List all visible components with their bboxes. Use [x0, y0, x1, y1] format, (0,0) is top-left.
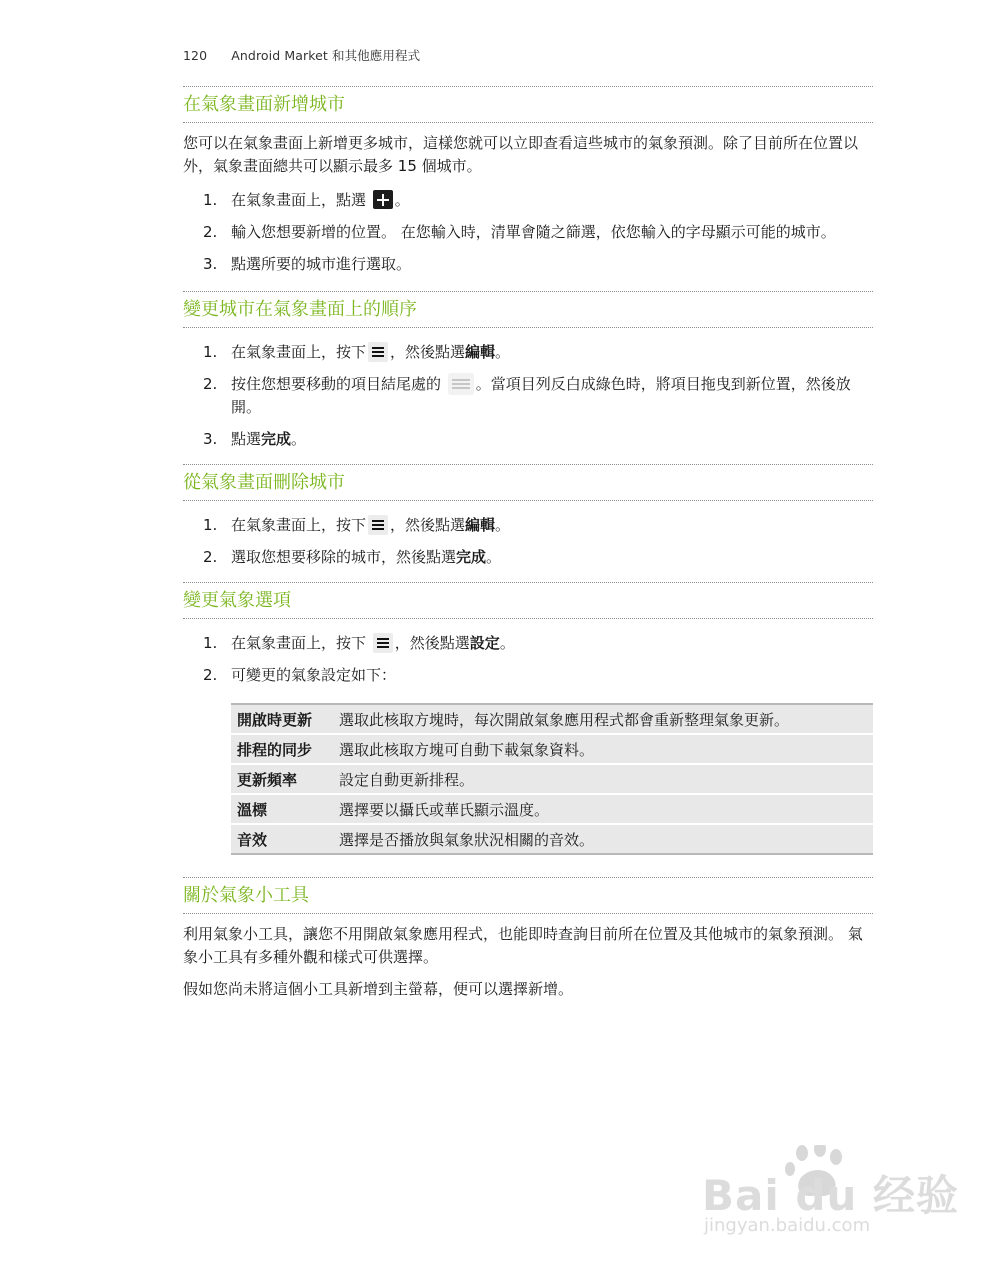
step-number: 3. [203, 430, 218, 448]
setting-description: 選取此核取方塊可自動下載氣象資料。 [333, 734, 873, 764]
step-text-end: 。 [499, 634, 515, 652]
section-add-city [183, 86, 873, 276]
section-title: 關於氣象小工具 [183, 885, 309, 906]
step-text-mid: ，然後點選 [390, 516, 466, 534]
step-text: 在氣象畫面上，按下 [231, 516, 367, 534]
table-row [231, 764, 873, 794]
step-number: 1. [203, 516, 218, 534]
step-text-end: 。 [495, 516, 511, 534]
table-row [231, 794, 873, 824]
menu-icon [373, 633, 393, 653]
step-text-mid: ，然後點選 [390, 343, 466, 361]
section-title: 從氣象畫面刪除城市 [183, 472, 345, 493]
step-text: 按住您想要移動的項目結尾處的 [231, 375, 446, 393]
steps-list [183, 514, 873, 569]
body-paragraph: 利用氣象小工具，讓您不用開啟氣象應用程式，也能即時查詢目前所在位置及其他城市的氣象預測。 氣象小工具有多種外觀和樣式可供選擇。 [183, 925, 863, 966]
setting-description: 選擇要以攝氏或華氏顯示溫度。 [333, 794, 873, 824]
steps-list [183, 341, 873, 451]
section-heading [183, 582, 873, 619]
step-text-end: 。 [486, 548, 502, 566]
chapter-title: Android Market 和其他應用程式 [231, 48, 421, 63]
step-text: 在氣象畫面上，點選 [231, 191, 371, 209]
ui-label-done: 完成 [261, 430, 292, 448]
setting-description: 選擇是否播放與氣象狀況相關的音效。 [333, 824, 873, 854]
step-number: 1. [203, 191, 218, 209]
step-text-end: 。 [495, 343, 511, 361]
step-text-end: 。當項目列反白成綠色時，將項目拖曳到新位置，然後放開。 [231, 375, 851, 416]
step-text: 可變更的氣象設定如下： [231, 666, 397, 684]
step-number: 3. [203, 255, 218, 273]
menu-icon [368, 342, 388, 362]
setting-name: 排程的同步 [231, 734, 333, 764]
menu-icon [368, 515, 388, 535]
step-text-mid: ，然後點選 [394, 634, 470, 652]
page-number: 120 [183, 48, 208, 63]
step-number: 2. [203, 548, 218, 566]
list-item [183, 514, 873, 537]
list-item [183, 341, 873, 364]
step-text-end: 。 [291, 430, 307, 448]
section-heading [183, 86, 873, 123]
step-text: 點選 [231, 430, 262, 448]
step-text-end: 。 [394, 191, 410, 209]
step-number: 2. [203, 223, 218, 241]
list-item [183, 428, 873, 451]
section-heading [183, 877, 873, 914]
steps-list [183, 632, 873, 687]
section-weather-widget [183, 877, 873, 1001]
body-paragraph: 假如您尚未將這個小工具新增到主螢幕，便可以選擇新增。 [183, 980, 574, 998]
step-text: 輸入您想要新增的位置。 在您輸入時，清單會隨之篩選，依您輸入的字母顯示可能的城市。 [231, 223, 836, 241]
baidu-watermark [700, 1145, 959, 1245]
section-reorder [183, 291, 873, 451]
setting-description: 設定自動更新排程。 [333, 764, 873, 794]
list-item [183, 189, 873, 212]
step-number: 2. [203, 375, 218, 393]
section-delete-city [183, 464, 873, 569]
section-title: 變更氣象選項 [183, 590, 291, 611]
step-text: 選取您想要移除的城市，然後點選 [231, 548, 457, 566]
list-item [183, 664, 873, 687]
setting-name: 音效 [231, 824, 333, 854]
section-weather-options [183, 582, 873, 855]
step-number: 2. [203, 666, 218, 684]
list-item [183, 253, 873, 276]
settings-table [231, 703, 873, 855]
ui-label-edit: 編輯 [465, 516, 496, 534]
setting-description: 選取此核取方塊時，每次開啟氣象應用程式都會重新整理氣象更新。 [333, 704, 873, 734]
list-item [183, 373, 873, 419]
table-row [231, 734, 873, 764]
watermark-url: jingyan.baidu.com [704, 1215, 871, 1236]
watermark-brand: Bai du 经验 [702, 1171, 959, 1220]
running-header [183, 46, 420, 64]
step-text: 在氣象畫面上，按下 [231, 634, 371, 652]
step-text: 點選所要的城市進行選取。 [231, 255, 412, 273]
plus-icon [373, 190, 393, 209]
section-title: 變更城市在氣象畫面上的順序 [183, 299, 417, 320]
step-number: 1. [203, 343, 218, 361]
setting-name: 更新頻率 [231, 764, 333, 794]
setting-name: 溫標 [231, 794, 333, 824]
step-number: 1. [203, 634, 218, 652]
ui-label-done: 完成 [456, 548, 487, 566]
section-heading [183, 464, 873, 501]
list-item [183, 632, 873, 655]
section-title: 在氣象畫面新增城市 [183, 94, 345, 115]
ui-label-settings: 設定 [469, 634, 500, 652]
step-text: 在氣象畫面上，按下 [231, 343, 367, 361]
ui-label-edit: 編輯 [465, 343, 496, 361]
drag-handle-icon [448, 373, 474, 395]
steps-list [183, 189, 873, 276]
list-item [183, 221, 873, 244]
setting-name: 開啟時更新 [231, 704, 333, 734]
table-row [231, 704, 873, 734]
table-row [231, 824, 873, 854]
section-heading [183, 291, 873, 328]
intro-paragraph: 您可以在氣象畫面上新增更多城市，這樣您就可以立即查看這些城市的氣象預測。除了目前所在位置以外，氣象畫面總共可以顯示最多 15 個城市。 [183, 134, 859, 175]
list-item [183, 546, 873, 569]
